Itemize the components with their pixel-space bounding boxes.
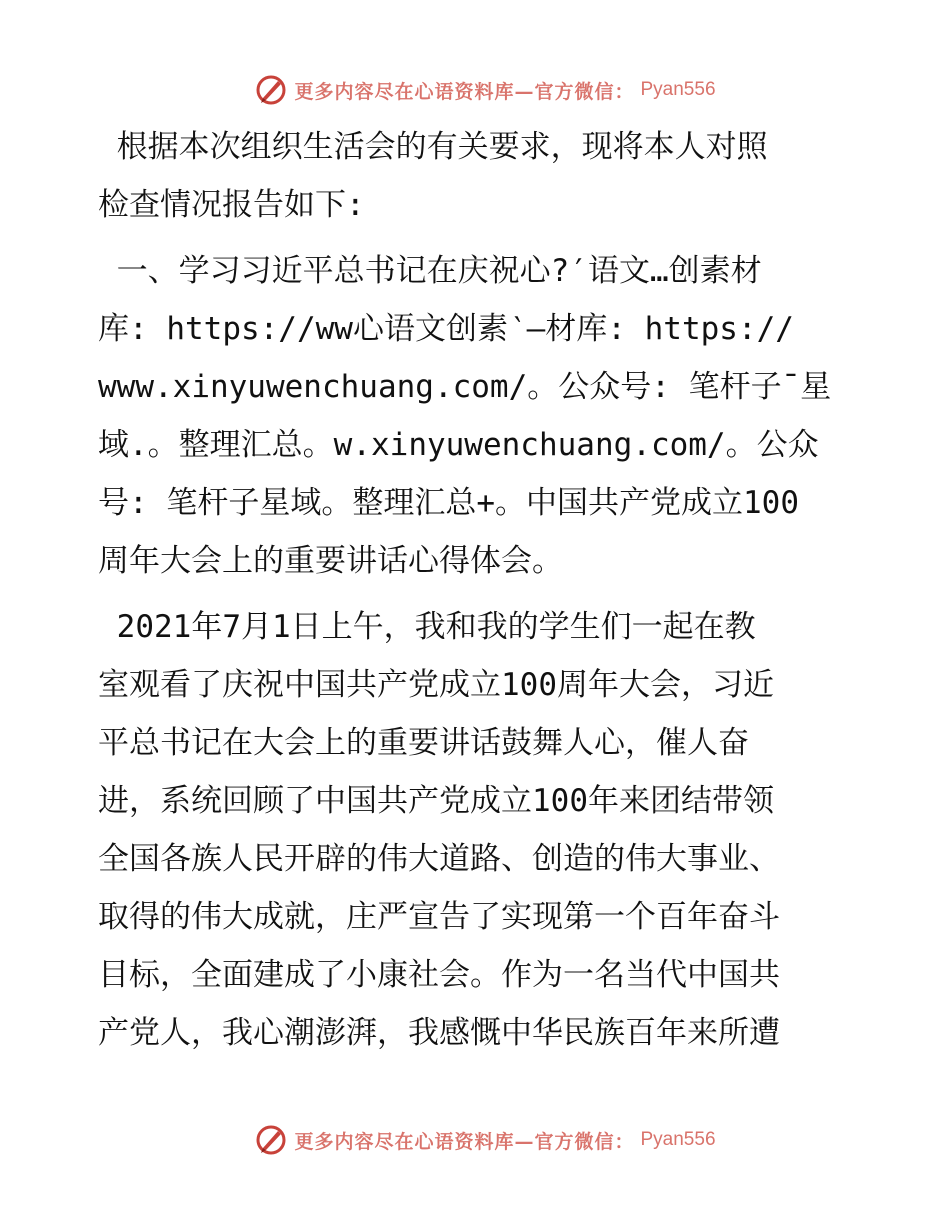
text-line: 库: https://ww心语文创素‵—材库: https://	[98, 311, 794, 347]
text-line: 目标，全面建成了小康社会。作为一名当代中国共	[98, 957, 780, 993]
header-watermark	[0, 70, 950, 110]
text-line: 全国各族人民开辟的伟大道路、创造的伟大事业、	[98, 841, 780, 877]
footer-watermark-text: 更多内容尽在心语资料库—官方微信：	[294, 1130, 635, 1153]
text-line: 域.。整理汇总。w.xinyuwenchuang.com/。公众	[98, 427, 819, 463]
header-watermark-content	[254, 73, 715, 107]
paragraph	[98, 598, 858, 1062]
text-line: 取得的伟大成就，庄严宣告了实现第一个百年奋斗	[98, 899, 780, 935]
text-line: 平总书记在大会上的重要讲话鼓舞人心，催人奋	[98, 725, 749, 761]
pen-circle-icon	[254, 73, 288, 107]
text-line: 检查情况报告如下:	[98, 187, 365, 223]
text-line: 进，系统回顾了中国共产党成立100年来团结带领	[98, 783, 774, 819]
text-line: 号: 笔杆子星域。整理汇总+。中国共产党成立100	[98, 485, 799, 521]
paragraph	[98, 118, 858, 234]
pen-circle-icon	[254, 1123, 288, 1157]
document-body	[98, 118, 858, 1062]
footer-watermark-wechat-id: Pyan556	[640, 1129, 716, 1150]
text-line: 室观看了庆祝中国共产党成立100周年大会，习近	[98, 667, 774, 703]
header-watermark-wechat-id: Pyan556	[640, 79, 716, 100]
footer-watermark-content	[254, 1123, 715, 1157]
text-line: 2021年7月1日上午，我和我的学生们一起在教	[98, 609, 756, 645]
text-line: 产党人，我心潮澎湃，我感慨中华民族百年来所遭	[98, 1015, 780, 1051]
footer-watermark	[0, 1120, 950, 1160]
text-line: 周年大会上的重要讲话心得体会。	[98, 543, 563, 579]
paragraph	[98, 242, 858, 590]
text-line: 根据本次组织生活会的有关要求，现将本人对照	[98, 129, 768, 165]
text-line: www.xinyuwenchuang.com/。公众号: 笔杆子¯星	[98, 369, 832, 405]
text-line: 一、学习习近平总书记在庆祝心?′语文…创素材	[98, 253, 762, 289]
header-watermark-text: 更多内容尽在心语资料库—官方微信：	[294, 80, 635, 103]
